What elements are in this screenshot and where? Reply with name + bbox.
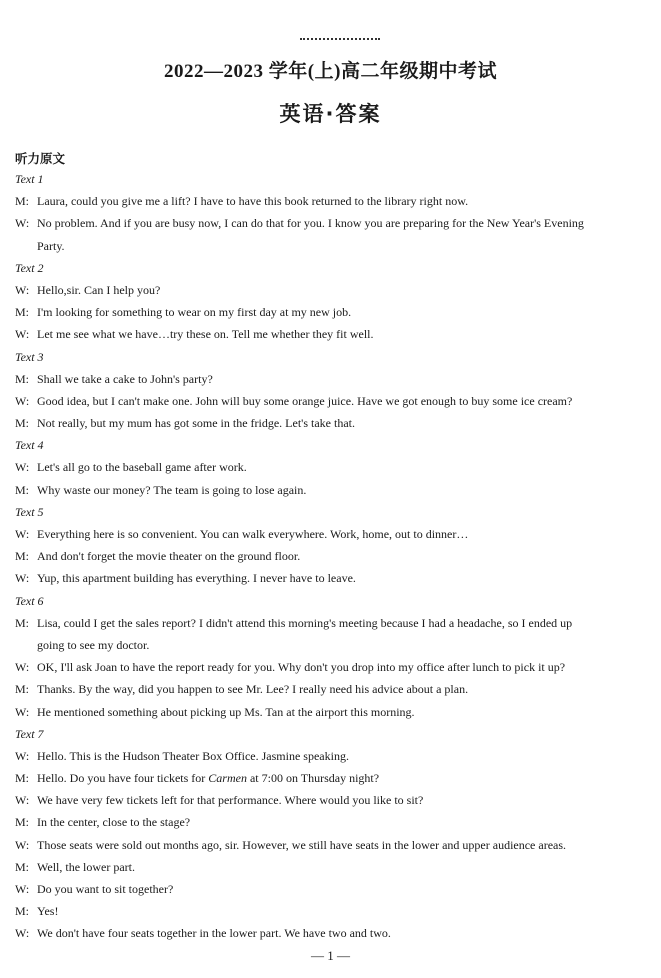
speaker-label: W: xyxy=(15,926,30,941)
dialogue-line xyxy=(0,368,661,390)
text-label: Text 2 xyxy=(15,260,44,275)
utterance-text: Hello. Do you have four tickets for Carmen at 7:00 on Thursday night? xyxy=(37,771,380,786)
text-label: Text 7 xyxy=(15,726,44,741)
utterance-text: He mentioned something about picking up Ms. Tan at the airport this morning. xyxy=(37,704,415,719)
dialogue-line xyxy=(0,900,661,922)
speaker-label: W: xyxy=(15,393,30,408)
utterance-text: Yup, this apartment building has everything. I never have to leave. xyxy=(37,571,356,586)
dialogue-line xyxy=(0,678,661,700)
speaker-label: M: xyxy=(15,904,30,919)
speaker-label: W: xyxy=(15,282,30,297)
speaker-label: M: xyxy=(15,859,30,874)
speaker-label: M: xyxy=(15,371,30,386)
utterance-continuation: going to see my doctor. xyxy=(37,637,150,652)
utterance-text: Thanks. By the way, did you happen to see Mr. Lee? I really need his advice about a plan. xyxy=(37,682,469,697)
dialogue-line xyxy=(0,545,661,567)
dialogue-line xyxy=(0,190,661,212)
utterance-text: We have very few tickets left for that performance. Where would you like to sit? xyxy=(37,793,424,808)
speaker-label: M: xyxy=(15,549,30,564)
dialogue-line xyxy=(0,745,661,767)
utterance-text: I'm looking for something to wear on my first day at my new job. xyxy=(37,305,352,320)
utterance-text: Good idea, but I can't make one. John will buy some orange juice. Have we got enough to buy some ice cream? xyxy=(37,393,573,408)
dialogue-line xyxy=(0,567,661,589)
utterance-text: Do you want to sit together? xyxy=(37,882,174,896)
utterance-text: Laura, could you give me a lift? I have to have this book returned to the library right now. xyxy=(37,194,469,209)
utterance-text: Not really, but my mum has got some in the fridge. Let's take that. xyxy=(37,416,355,431)
utterance-text: Hello. This is the Hudson Theater Box Office. Jasmine speaking. xyxy=(37,748,349,763)
dialogue-line xyxy=(0,456,661,478)
utterance-text: And don't forget the movie theater on the ground floor. xyxy=(37,549,301,564)
utterance-text: No problem. And if you are busy now, I can do that for you. I know you are preparing for the New Year's Evening xyxy=(37,216,584,231)
speaker-label: W: xyxy=(15,571,30,586)
speaker-label: W: xyxy=(15,660,30,675)
dialogue-line xyxy=(0,811,661,833)
section-heading: 听力原文 xyxy=(15,151,66,166)
dialogue-line xyxy=(0,323,661,345)
utterance-text: Hello,sir. Can I help you? xyxy=(37,282,161,297)
dialogue-line xyxy=(0,856,661,878)
utterance-text: OK, I'll ask Joan to have the report ready for you. Why don't you drop into my office after lunch to pick it up? xyxy=(37,660,566,675)
utterance-text: Let's all go to the baseball game after work. xyxy=(37,460,247,475)
speaker-label: W: xyxy=(15,882,30,896)
speaker-label: W: xyxy=(15,327,30,342)
dialogue-line xyxy=(0,789,661,811)
speaker-label: M: xyxy=(15,416,30,431)
dialogue-line xyxy=(0,922,661,944)
dialogue-line xyxy=(0,701,661,723)
utterance-text: Why waste our money? The team is going to lose again. xyxy=(37,482,307,497)
utterance-text: We don't have four seats together in the lower part. We have two and two. xyxy=(37,926,391,941)
speaker-label: W: xyxy=(15,704,30,719)
speaker-label: M: xyxy=(15,194,30,209)
text-label: Text 6 xyxy=(15,593,44,608)
page-number: — 1 — xyxy=(311,948,350,963)
utterance-text: Well, the lower part. xyxy=(37,859,135,874)
speaker-label: M: xyxy=(15,615,30,630)
speaker-label: M: xyxy=(15,815,30,830)
dialogue-line xyxy=(0,279,661,301)
speaker-label: W: xyxy=(15,216,30,231)
text-label: Text 4 xyxy=(15,438,44,453)
utterance-text: Shall we take a cake to John's party? xyxy=(37,371,213,386)
speaker-label: M: xyxy=(15,682,30,697)
speaker-label: W: xyxy=(15,793,30,808)
document-subtitle: 英语·答案 xyxy=(279,102,382,126)
utterance-continuation: Party. xyxy=(37,238,65,253)
dialogue-line xyxy=(0,834,661,856)
utterance-text: Let me see what we have…try these on. Tell me whether they fit well. xyxy=(37,327,374,342)
document-title: 2022—2023 学年(上)高二年级期中考试 xyxy=(164,61,497,82)
dialogue-line xyxy=(0,523,661,545)
speaker-label: W: xyxy=(15,748,30,763)
text-label: Text 1 xyxy=(15,172,44,186)
utterance-text: In the center, close to the stage? xyxy=(37,815,191,830)
dialogue-line xyxy=(0,612,661,634)
dialogue-line xyxy=(0,479,661,501)
top-crop-mark xyxy=(300,38,380,48)
speaker-label: W: xyxy=(15,460,30,475)
dialogue-line xyxy=(0,878,661,900)
dialogue-line xyxy=(0,656,661,678)
speaker-label: W: xyxy=(15,837,30,852)
dialogue-line xyxy=(0,767,661,789)
speaker-label: M: xyxy=(15,771,30,786)
dialogue-line xyxy=(0,412,661,434)
dialogue-line xyxy=(0,301,661,323)
speaker-label: M: xyxy=(15,482,30,497)
dialogue-line xyxy=(0,212,661,234)
speaker-label: W: xyxy=(15,527,30,541)
dialogue-line xyxy=(0,390,661,412)
utterance-text: Lisa, could I get the sales report? I didn't attend this morning's meeting because I had a headache, so I ended up xyxy=(37,615,573,630)
utterance-text: Everything here is so convenient. You can walk everywhere. Work, home, out to dinner… xyxy=(37,527,469,541)
text-label: Text 3 xyxy=(15,349,44,364)
text-label: Text 5 xyxy=(15,504,44,519)
utterance-text: Those seats were sold out months ago, sir. However, we still have seats in the lower and upper audience areas. xyxy=(37,837,567,852)
speaker-label: M: xyxy=(15,305,30,320)
utterance-text: Yes! xyxy=(37,904,59,919)
transcript-body xyxy=(0,168,661,945)
